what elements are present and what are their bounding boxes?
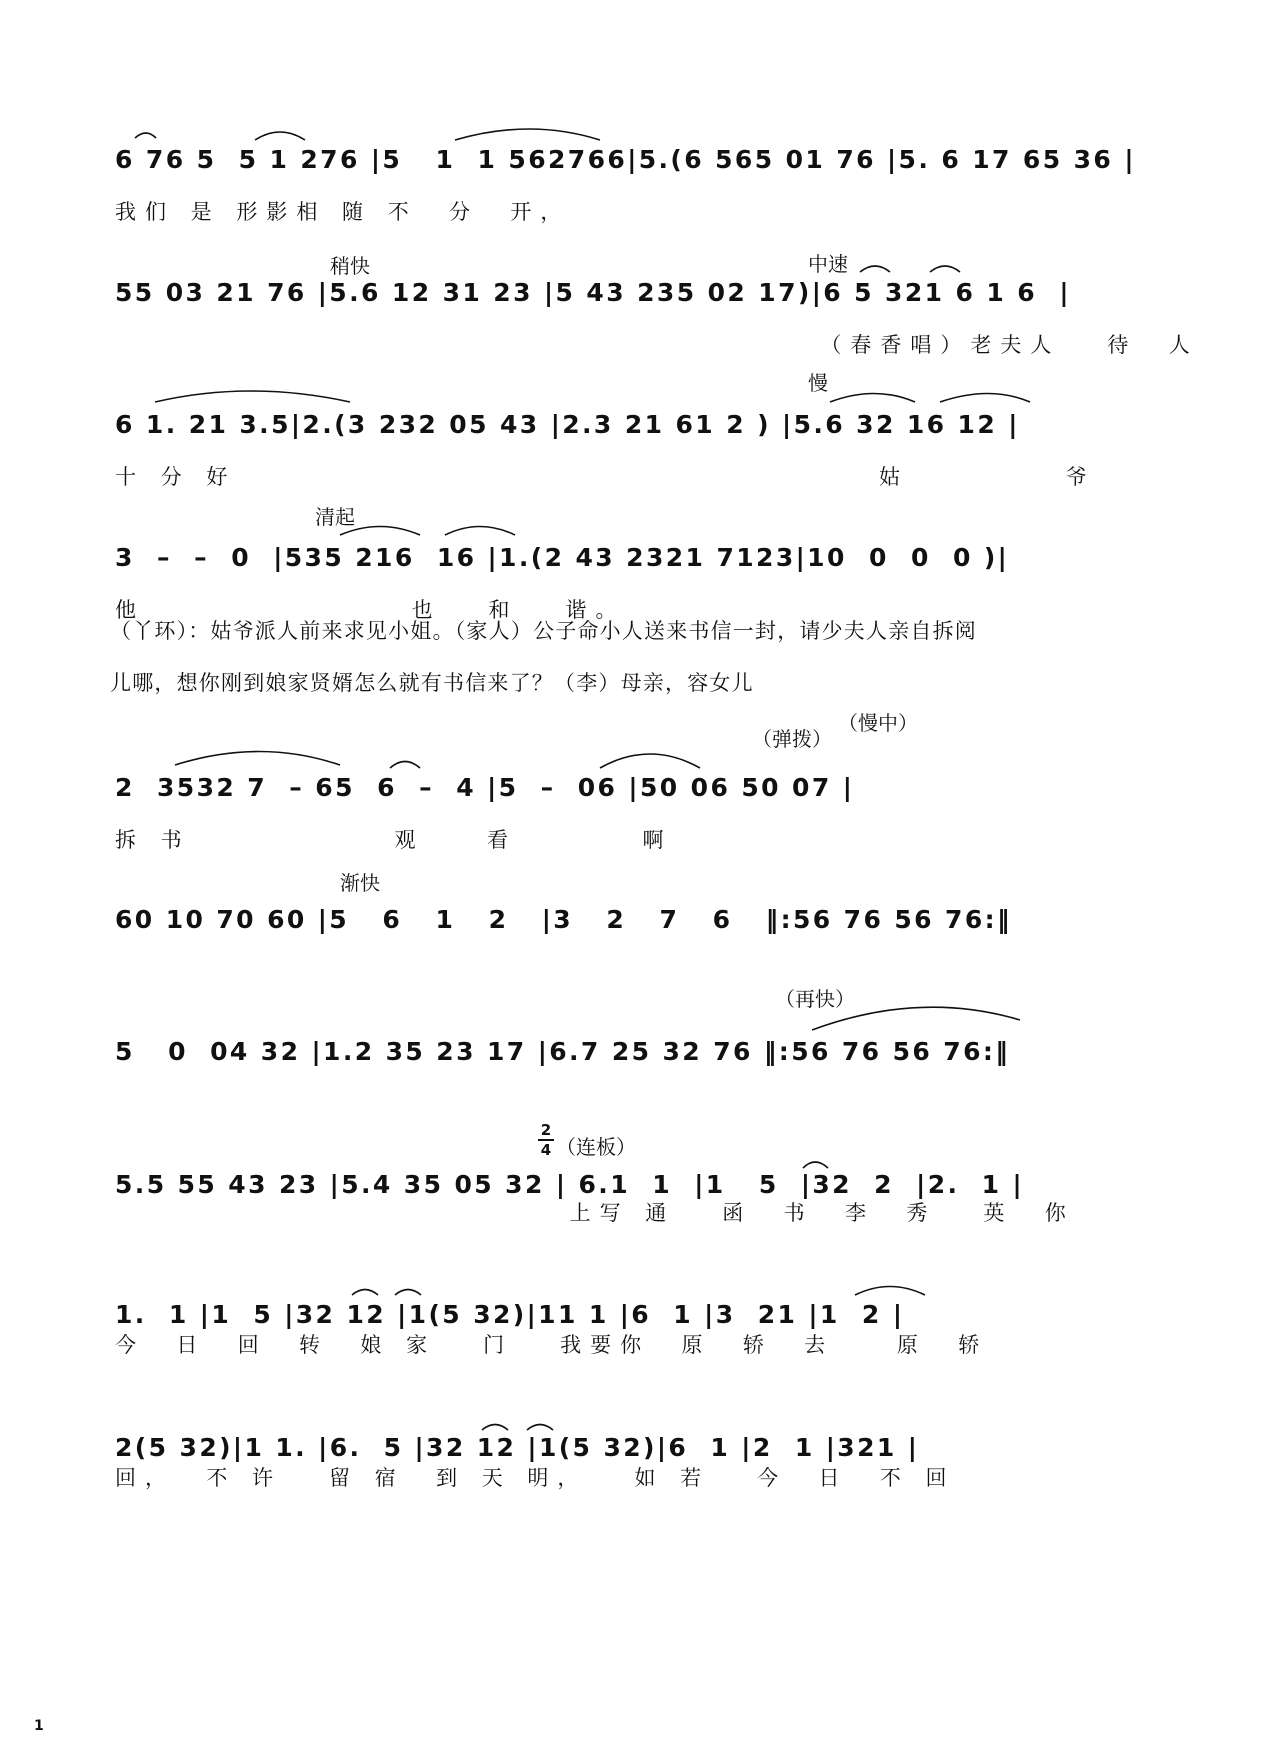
notation: 2 3532 7 – 65 6 – 4 |5 – 06 |50 06 50 07 | bbox=[115, 773, 855, 802]
tempo-mark: 中速 bbox=[808, 252, 848, 276]
tempo-mark: 稍快 bbox=[330, 254, 370, 278]
lyrics: （春香唱）老夫人 待 人 bbox=[115, 333, 1199, 357]
lyrics: 他 也 和 谐。 bbox=[115, 598, 626, 622]
tempo-mark: （慢中） bbox=[838, 711, 918, 735]
notation: 60 10 70 60 |5 6 1 2 |3 2 7 6 ‖:56 76 56 76:‖ bbox=[115, 905, 1012, 934]
notation: 55 03 21 76 |5.6 12 31 23 |5 43 235 02 17)|6 5 321 6 1 6 | bbox=[115, 278, 1071, 307]
lyrics: 拆 书 观 看 啊 bbox=[115, 828, 673, 852]
notation: 1. 1 |1 5 |32 12 |1(5 32)|11 1 |6 1 |3 21 |1 2 | bbox=[115, 1300, 905, 1329]
tempo-mark: 慢 bbox=[808, 371, 828, 395]
page-number: 1 bbox=[34, 1718, 44, 1734]
dialog-line-2: 儿哪，想你刚到娘家贤婿怎么就有书信来了？（李）母亲，容女儿 bbox=[110, 671, 754, 695]
tempo-mark: （连板） bbox=[556, 1135, 636, 1159]
dialog-line-1: （丫环）：姑爷派人前来求见小姐。（家人）公子命小人送来书信一封，请少夫人亲自拆阅 bbox=[110, 619, 977, 643]
time-signature bbox=[538, 1122, 554, 1158]
time-signature-bottom: 4 bbox=[540, 1141, 552, 1159]
notation: 6 76 5 5 1 276 |5 1 1 562766|5.(6 565 01 76 |5. 6 17 65 36 | bbox=[115, 145, 1136, 174]
lyrics: 回， 不 许 留 宿 到 天 明， 如 若 今 日 不 回 bbox=[115, 1466, 956, 1490]
lyrics: 我们 是 形影相 随 不 分 开， bbox=[115, 200, 571, 224]
notation: 2(5 32)|1 1. |6. 5 |32 12 |1(5 32)|6 1 |2 1 |321 | bbox=[115, 1433, 920, 1462]
lyrics: 今 日 回 转 娘 家 门 我要你 原 轿 去 原 轿 bbox=[115, 1333, 989, 1357]
notation: 5 0 04 32 |1.2 35 23 17 |6.7 25 32 76 ‖:56 76 56 76:‖ bbox=[115, 1037, 1011, 1066]
tempo-mark: 渐快 bbox=[340, 871, 380, 895]
tempo-mark: 清起 bbox=[315, 505, 355, 529]
tempo-mark: （再快） bbox=[775, 987, 855, 1011]
notation: 5.5 55 43 23 |5.4 35 05 32 | 6.1 1 |1 5 |32 2 |2. 1 | bbox=[115, 1170, 1025, 1199]
notation: 6 1. 21 3.5|2.(3 232 05 43 |2.3 21 61 2 ) |5.6 32 16 12 | bbox=[115, 410, 1020, 439]
lyrics: 十 分 好 姑 爷 bbox=[115, 465, 1096, 489]
lyrics: 上写 通 函 书 李 秀 英 你 bbox=[115, 1201, 1075, 1225]
time-signature-top: 2 bbox=[540, 1121, 552, 1139]
instrument-mark: （弹拨） bbox=[752, 727, 832, 751]
notation: 3 – – 0 |535 216 16 |1.(2 43 2321 7123|10 0 0 0 )| bbox=[115, 543, 1010, 572]
